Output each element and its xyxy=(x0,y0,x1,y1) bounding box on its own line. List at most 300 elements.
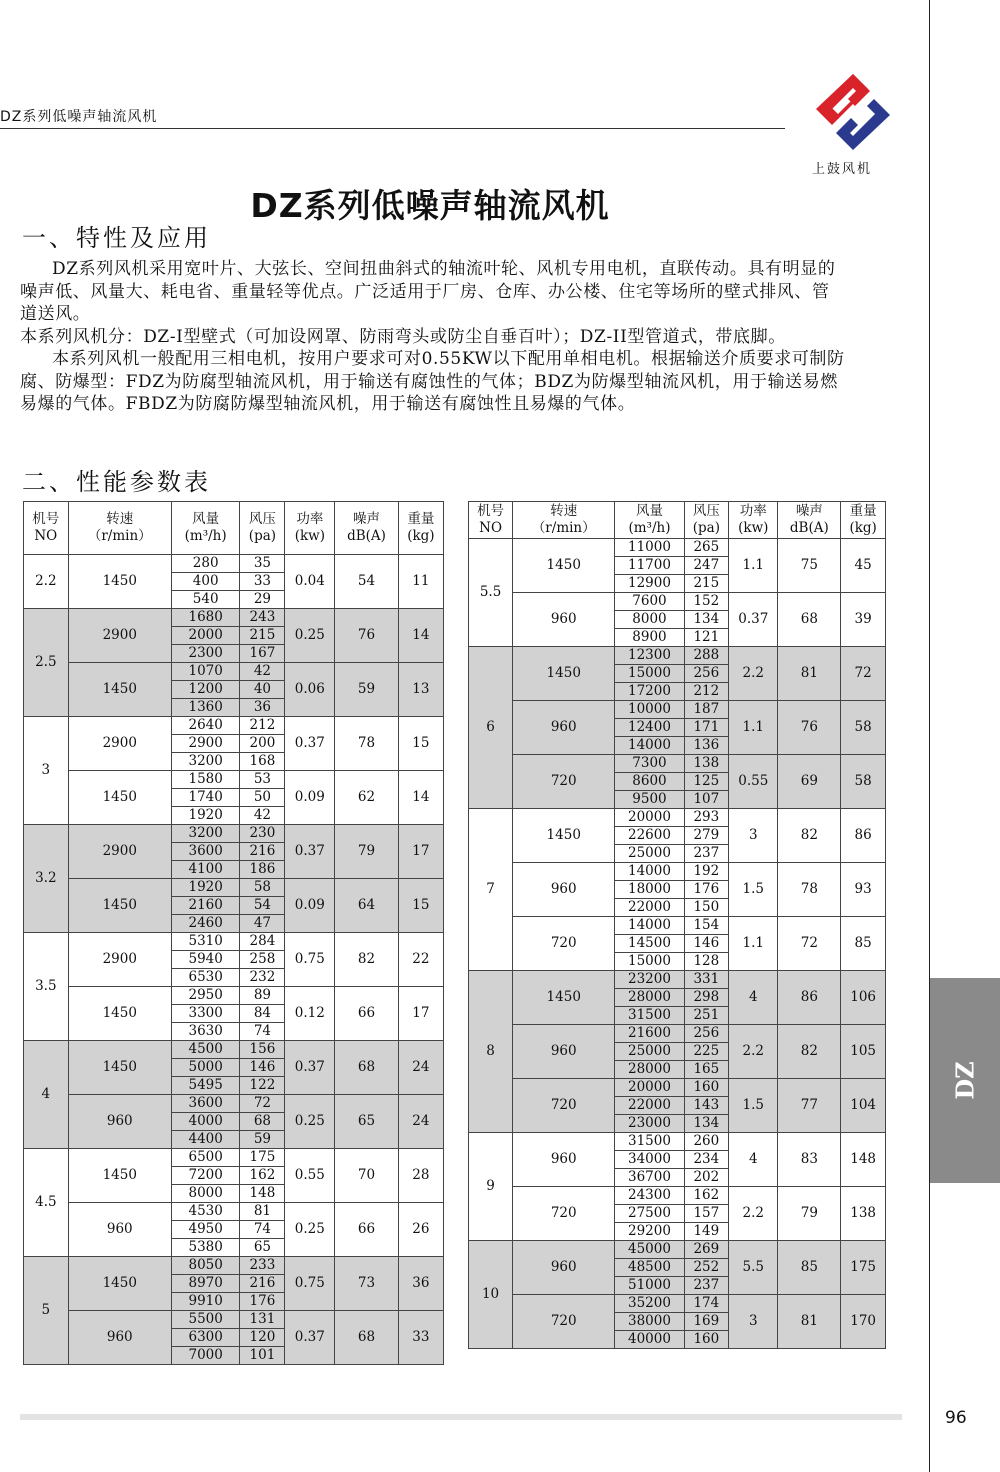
table-row xyxy=(24,825,444,843)
pressure-cell: 237 xyxy=(684,1277,729,1295)
pressure-cell: 269 xyxy=(684,1241,729,1259)
pressure-cell: 293 xyxy=(684,809,729,827)
weight-cell: 26 xyxy=(398,1203,443,1257)
flow-cell: 20000 xyxy=(615,809,684,827)
flow-cell: 9910 xyxy=(171,1293,240,1311)
speed-cell: 1450 xyxy=(513,971,615,1025)
flow-cell: 14000 xyxy=(615,863,684,881)
flow-cell: 4000 xyxy=(171,1113,240,1131)
flow-cell: 38000 xyxy=(615,1313,684,1331)
pressure-cell: 125 xyxy=(684,773,729,791)
weight-cell: 14 xyxy=(398,609,443,663)
flow-cell: 7600 xyxy=(615,593,684,611)
pressure-cell: 174 xyxy=(684,1295,729,1313)
pressure-cell: 212 xyxy=(240,717,285,735)
pressure-cell: 40 xyxy=(240,681,285,699)
noise-cell: 68 xyxy=(335,1041,399,1095)
noise-cell: 75 xyxy=(778,539,841,593)
model-no-cell: 4 xyxy=(24,1041,69,1149)
table-row xyxy=(469,701,886,719)
col-header-flow xyxy=(171,502,240,555)
flow-cell: 7200 xyxy=(171,1167,240,1185)
pressure-cell: 107 xyxy=(684,791,729,809)
power-cell: 4 xyxy=(729,1133,778,1187)
flow-cell: 21600 xyxy=(615,1025,684,1043)
table-row xyxy=(469,647,886,665)
flow-cell: 31500 xyxy=(615,1007,684,1025)
flow-cell: 6530 xyxy=(171,969,240,987)
speed-cell: 1450 xyxy=(68,1041,171,1095)
weight-cell: 148 xyxy=(841,1133,886,1187)
flow-cell: 17200 xyxy=(615,683,684,701)
header-text: (m³/h) xyxy=(184,528,227,544)
header-text: （r/min） xyxy=(87,528,152,544)
pressure-cell: 165 xyxy=(684,1061,729,1079)
pressure-cell: 168 xyxy=(240,753,285,771)
pressure-cell: 35 xyxy=(240,555,285,573)
col-header-flow xyxy=(615,502,684,539)
flow-cell: 5000 xyxy=(171,1059,240,1077)
flow-cell: 12300 xyxy=(615,647,684,665)
pressure-cell: 134 xyxy=(684,1115,729,1133)
power-cell: 0.06 xyxy=(285,663,335,717)
header-text: (kg) xyxy=(849,520,877,536)
flow-cell: 48500 xyxy=(615,1259,684,1277)
col-header-no xyxy=(24,502,69,555)
flow-cell: 4400 xyxy=(171,1131,240,1149)
speed-cell: 1450 xyxy=(68,1257,171,1311)
table-row xyxy=(24,717,444,735)
table-row xyxy=(24,933,444,951)
header-text: dB(A) xyxy=(789,520,829,536)
header-text: 重量 xyxy=(849,503,877,519)
header-text: (kg) xyxy=(407,528,435,544)
pressure-cell: 265 xyxy=(684,539,729,557)
pressure-cell: 260 xyxy=(684,1133,729,1151)
power-cell: 5.5 xyxy=(729,1241,778,1295)
pressure-cell: 58 xyxy=(240,879,285,897)
pressure-cell: 148 xyxy=(240,1185,285,1203)
flow-cell: 22600 xyxy=(615,827,684,845)
speed-cell: 1450 xyxy=(68,663,171,717)
header-text: 噪声 xyxy=(795,503,823,519)
table-row xyxy=(24,1041,444,1059)
noise-cell: 59 xyxy=(335,663,399,717)
power-cell: 3 xyxy=(729,1295,778,1349)
noise-cell: 82 xyxy=(778,1025,841,1079)
header-text: 功率 xyxy=(739,503,767,519)
power-cell: 2.2 xyxy=(729,647,778,701)
pressure-cell: 59 xyxy=(240,1131,285,1149)
flow-cell: 8000 xyxy=(615,611,684,629)
pressure-cell: 150 xyxy=(684,899,729,917)
speed-cell: 1450 xyxy=(68,555,171,609)
header-text: 风压 xyxy=(692,503,720,519)
pressure-cell: 331 xyxy=(684,971,729,989)
margin-line xyxy=(929,0,930,1472)
noise-cell: 68 xyxy=(335,1311,399,1365)
noise-cell: 81 xyxy=(778,647,841,701)
speed-cell: 960 xyxy=(68,1311,171,1365)
header-text: (kw) xyxy=(738,520,769,536)
weight-cell: 45 xyxy=(841,539,886,593)
model-no-cell: 8 xyxy=(469,971,513,1133)
pressure-cell: 154 xyxy=(684,917,729,935)
pressure-cell: 279 xyxy=(684,827,729,845)
speed-cell: 1450 xyxy=(68,771,171,825)
weight-cell: 22 xyxy=(398,933,443,987)
flow-cell: 1070 xyxy=(171,663,240,681)
flow-cell: 27500 xyxy=(615,1205,684,1223)
power-cell: 1.1 xyxy=(729,539,778,593)
header-row xyxy=(24,502,444,555)
pressure-cell: 256 xyxy=(684,665,729,683)
flow-cell: 2300 xyxy=(171,645,240,663)
noise-cell: 64 xyxy=(335,879,399,933)
pressure-cell: 74 xyxy=(240,1221,285,1239)
speed-cell: 1450 xyxy=(68,987,171,1041)
flow-cell: 9500 xyxy=(615,791,684,809)
pressure-cell: 247 xyxy=(684,557,729,575)
header-text: 转速 xyxy=(106,511,134,527)
flow-cell: 2950 xyxy=(171,987,240,1005)
header-row xyxy=(469,502,886,539)
flow-cell: 14000 xyxy=(615,917,684,935)
weight-cell: 72 xyxy=(841,647,886,701)
pressure-cell: 68 xyxy=(240,1113,285,1131)
noise-cell: 77 xyxy=(778,1079,841,1133)
flow-cell: 28000 xyxy=(615,1061,684,1079)
col-header-speed xyxy=(68,502,171,555)
pressure-cell: 122 xyxy=(240,1077,285,1095)
pressure-cell: 216 xyxy=(240,1275,285,1293)
flow-cell: 2900 xyxy=(171,735,240,753)
weight-cell: 58 xyxy=(841,701,886,755)
flow-cell: 5380 xyxy=(171,1239,240,1257)
header-text: (kw) xyxy=(294,528,325,544)
weight-cell: 13 xyxy=(398,663,443,717)
table-row xyxy=(469,1079,886,1097)
page-number: 96 xyxy=(945,1408,967,1428)
pressure-cell: 251 xyxy=(684,1007,729,1025)
header-text: 机号 xyxy=(32,511,60,527)
flow-cell: 51000 xyxy=(615,1277,684,1295)
weight-cell: 175 xyxy=(841,1241,886,1295)
header-text: 转速 xyxy=(550,503,578,519)
pressure-cell: 36 xyxy=(240,699,285,717)
flow-cell: 3200 xyxy=(171,825,240,843)
pressure-cell: 162 xyxy=(240,1167,285,1185)
power-cell: 0.37 xyxy=(729,593,778,647)
weight-cell: 17 xyxy=(398,987,443,1041)
flow-cell: 540 xyxy=(171,591,240,609)
col-header-weight xyxy=(841,502,886,539)
flow-cell: 8050 xyxy=(171,1257,240,1275)
flow-cell: 23000 xyxy=(615,1115,684,1133)
model-no-cell: 3.5 xyxy=(24,933,69,1041)
weight-cell: 105 xyxy=(841,1025,886,1079)
power-cell: 3 xyxy=(729,809,778,863)
pressure-cell: 50 xyxy=(240,789,285,807)
speed-cell: 960 xyxy=(513,863,615,917)
table-row xyxy=(469,1241,886,1259)
logo-blue-shape xyxy=(836,99,890,150)
running-header: DZ系列低噪声轴流风机 xyxy=(0,109,158,125)
header-text: (pa) xyxy=(248,528,277,544)
page-title: DZ系列低噪声轴流风机 xyxy=(250,186,610,225)
flow-cell: 12900 xyxy=(615,575,684,593)
power-cell: 0.25 xyxy=(285,1203,335,1257)
flow-cell: 1200 xyxy=(171,681,240,699)
speed-cell: 720 xyxy=(513,1295,615,1349)
flow-cell: 8900 xyxy=(615,629,684,647)
header-text: 风量 xyxy=(192,511,220,527)
power-cell: 0.75 xyxy=(285,1257,335,1311)
pressure-cell: 89 xyxy=(240,987,285,1005)
model-no-cell: 3.2 xyxy=(24,825,69,933)
flow-cell: 5500 xyxy=(171,1311,240,1329)
flow-cell: 23200 xyxy=(615,971,684,989)
pressure-cell: 298 xyxy=(684,989,729,1007)
power-cell: 2.2 xyxy=(729,1187,778,1241)
speed-cell: 960 xyxy=(513,1241,615,1295)
flow-cell: 14000 xyxy=(615,737,684,755)
flow-cell: 4530 xyxy=(171,1203,240,1221)
pressure-cell: 157 xyxy=(684,1205,729,1223)
weight-cell: 14 xyxy=(398,771,443,825)
pressure-cell: 237 xyxy=(684,845,729,863)
pressure-cell: 176 xyxy=(240,1293,285,1311)
flow-cell: 5310 xyxy=(171,933,240,951)
weight-cell: 106 xyxy=(841,971,886,1025)
flow-cell: 3600 xyxy=(171,1095,240,1113)
power-cell: 0.12 xyxy=(285,987,335,1041)
pressure-cell: 167 xyxy=(240,645,285,663)
pressure-cell: 288 xyxy=(684,647,729,665)
table-row xyxy=(24,987,444,1005)
speed-cell: 720 xyxy=(513,1079,615,1133)
flow-cell: 40000 xyxy=(615,1331,684,1349)
side-tab xyxy=(930,978,1000,1183)
weight-cell: 36 xyxy=(398,1257,443,1311)
table-row xyxy=(469,809,886,827)
intro-paragraph: 本系列风机一般配用三相电机，按用户要求可对0.55KW以下配用单相电机。根据输送介质要求可制防腐、防爆型：FDZ为防腐型轴流风机，用于输送有腐蚀性的气体；BDZ为防爆型轴流风机，用于输送易燃易爆的气体。FBDZ为防腐防爆型轴流风机，用于输送有腐蚀性且易爆的气体。 xyxy=(20,349,845,414)
speed-cell: 960 xyxy=(68,1203,171,1257)
speed-cell: 2900 xyxy=(68,609,171,663)
header-text: 风压 xyxy=(248,511,276,527)
col-header-pressure xyxy=(240,502,285,555)
header-text: NO xyxy=(34,528,58,544)
pressure-cell: 47 xyxy=(240,915,285,933)
flow-cell: 2460 xyxy=(171,915,240,933)
noise-cell: 81 xyxy=(778,1295,841,1349)
flow-cell: 2640 xyxy=(171,717,240,735)
table-row xyxy=(469,917,886,935)
table-row xyxy=(24,663,444,681)
weight-cell: 170 xyxy=(841,1295,886,1349)
power-cell: 0.04 xyxy=(285,555,335,609)
pressure-cell: 225 xyxy=(684,1043,729,1061)
power-cell: 0.25 xyxy=(285,1095,335,1149)
pressure-cell: 33 xyxy=(240,573,285,591)
pressure-cell: 243 xyxy=(240,609,285,627)
col-header-noise xyxy=(778,502,841,539)
model-no-cell: 2.5 xyxy=(24,609,69,717)
pressure-cell: 252 xyxy=(684,1259,729,1277)
weight-cell: 85 xyxy=(841,917,886,971)
pressure-cell: 202 xyxy=(684,1169,729,1187)
power-cell: 0.37 xyxy=(285,825,335,879)
section-heading-features: 一、特性及应用 xyxy=(22,224,211,252)
speed-cell: 720 xyxy=(513,917,615,971)
flow-cell: 6300 xyxy=(171,1329,240,1347)
pressure-cell: 53 xyxy=(240,771,285,789)
pressure-cell: 187 xyxy=(684,701,729,719)
flow-cell: 1580 xyxy=(171,771,240,789)
flow-cell: 280 xyxy=(171,555,240,573)
flow-cell: 35200 xyxy=(615,1295,684,1313)
header-text: NO xyxy=(479,520,503,536)
model-no-cell: 4.5 xyxy=(24,1149,69,1257)
pressure-cell: 186 xyxy=(240,861,285,879)
header-text: 风量 xyxy=(635,503,663,519)
model-no-cell: 5.5 xyxy=(469,539,513,647)
flow-cell: 36700 xyxy=(615,1169,684,1187)
pressure-cell: 233 xyxy=(240,1257,285,1275)
header-text: (m³/h) xyxy=(628,520,671,536)
pressure-cell: 216 xyxy=(240,843,285,861)
weight-cell: 24 xyxy=(398,1095,443,1149)
noise-cell: 82 xyxy=(335,933,399,987)
flow-cell: 24300 xyxy=(615,1187,684,1205)
pressure-cell: 65 xyxy=(240,1239,285,1257)
power-cell: 1.1 xyxy=(729,917,778,971)
noise-cell: 72 xyxy=(778,917,841,971)
pressure-cell: 128 xyxy=(684,953,729,971)
col-header-power xyxy=(285,502,335,555)
logo-red-shape xyxy=(816,74,870,125)
power-cell: 0.09 xyxy=(285,771,335,825)
table-row xyxy=(469,1133,886,1151)
flow-cell: 22000 xyxy=(615,899,684,917)
intro-paragraph: 本系列风机分：DZ-I型壁式（可加设网罩、防雨弯头或防尘自垂百叶）；DZ-II型管道式，带底脚。 xyxy=(20,326,786,347)
power-cell: 0.75 xyxy=(285,933,335,987)
speed-cell: 720 xyxy=(513,1187,615,1241)
pressure-cell: 120 xyxy=(240,1329,285,1347)
speed-cell: 1450 xyxy=(513,539,615,593)
col-header-power xyxy=(729,502,778,539)
flow-cell: 2160 xyxy=(171,897,240,915)
header-text: 重量 xyxy=(407,511,435,527)
intro-text xyxy=(20,258,845,416)
pressure-cell: 176 xyxy=(684,881,729,899)
pressure-cell: 149 xyxy=(684,1223,729,1241)
power-cell: 1.5 xyxy=(729,863,778,917)
header-text: 噪声 xyxy=(353,511,380,527)
pressure-cell: 74 xyxy=(240,1023,285,1041)
flow-cell: 8970 xyxy=(171,1275,240,1293)
weight-cell: 11 xyxy=(398,555,443,609)
speed-cell: 2900 xyxy=(68,717,171,771)
flow-cell: 3300 xyxy=(171,1005,240,1023)
power-cell: 0.09 xyxy=(285,879,335,933)
pressure-cell: 192 xyxy=(684,863,729,881)
flow-cell: 1740 xyxy=(171,789,240,807)
table-row xyxy=(469,863,886,881)
pressure-cell: 200 xyxy=(240,735,285,753)
flow-cell: 7000 xyxy=(171,1347,240,1365)
speed-cell: 1450 xyxy=(513,809,615,863)
power-cell: 1.5 xyxy=(729,1079,778,1133)
table-row xyxy=(24,879,444,897)
flow-cell: 28000 xyxy=(615,989,684,1007)
pressure-cell: 258 xyxy=(240,951,285,969)
table-row xyxy=(469,971,886,989)
speed-cell: 960 xyxy=(513,701,615,755)
flow-cell: 400 xyxy=(171,573,240,591)
pressure-cell: 215 xyxy=(240,627,285,645)
pressure-cell: 232 xyxy=(240,969,285,987)
flow-cell: 8600 xyxy=(615,773,684,791)
pressure-cell: 136 xyxy=(684,737,729,755)
pressure-cell: 215 xyxy=(684,575,729,593)
weight-cell: 86 xyxy=(841,809,886,863)
speed-cell: 960 xyxy=(513,593,615,647)
flow-cell: 45000 xyxy=(615,1241,684,1259)
noise-cell: 73 xyxy=(335,1257,399,1311)
table-row xyxy=(24,1095,444,1113)
col-header-noise xyxy=(335,502,399,555)
noise-cell: 82 xyxy=(778,809,841,863)
speed-cell: 720 xyxy=(513,755,615,809)
model-no-cell: 10 xyxy=(469,1241,513,1349)
flow-cell: 5495 xyxy=(171,1077,240,1095)
flow-cell: 2000 xyxy=(171,627,240,645)
noise-cell: 79 xyxy=(778,1187,841,1241)
weight-cell: 28 xyxy=(398,1149,443,1203)
table-row xyxy=(24,1311,444,1329)
pressure-cell: 160 xyxy=(684,1331,729,1349)
flow-cell: 12400 xyxy=(615,719,684,737)
flow-cell: 1920 xyxy=(171,807,240,825)
intro-paragraph: DZ系列风机采用宽叶片、大弦长、空间扭曲斜式的轴流叶轮、风机专用电机，直联传动。具有明显的噪声低、风量大、耗电省、重量轻等优点。广泛适用于厂房、仓库、办公楼、住宅等场所的壁式排风、管道送风。 xyxy=(20,259,836,324)
flow-cell: 8000 xyxy=(171,1185,240,1203)
flow-cell: 1680 xyxy=(171,609,240,627)
pressure-cell: 212 xyxy=(684,683,729,701)
pressure-cell: 42 xyxy=(240,663,285,681)
weight-cell: 93 xyxy=(841,863,886,917)
power-cell: 0.55 xyxy=(285,1149,335,1203)
model-no-cell: 3 xyxy=(24,717,69,825)
pressure-cell: 169 xyxy=(684,1313,729,1331)
noise-cell: 76 xyxy=(778,701,841,755)
table-row xyxy=(469,593,886,611)
noise-cell: 54 xyxy=(335,555,399,609)
flow-cell: 11700 xyxy=(615,557,684,575)
header-text: 功率 xyxy=(296,511,324,527)
pressure-cell: 72 xyxy=(240,1095,285,1113)
noise-cell: 79 xyxy=(335,825,399,879)
speed-cell: 1450 xyxy=(68,879,171,933)
noise-cell: 65 xyxy=(335,1095,399,1149)
speed-cell: 2900 xyxy=(68,825,171,879)
noise-cell: 68 xyxy=(778,593,841,647)
pressure-cell: 146 xyxy=(240,1059,285,1077)
speed-cell: 1450 xyxy=(68,1149,171,1203)
model-no-cell: 6 xyxy=(469,647,513,809)
noise-cell: 69 xyxy=(778,755,841,809)
speed-cell: 960 xyxy=(513,1133,615,1187)
